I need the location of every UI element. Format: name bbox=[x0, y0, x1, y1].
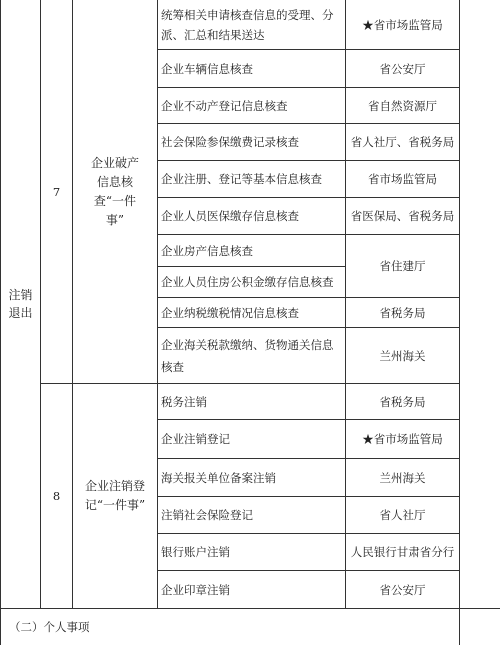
dept-cell bbox=[346, 50, 459, 87]
matter-text: 社会保险参保缴费记录核查 bbox=[161, 135, 299, 149]
dept-cell bbox=[346, 534, 459, 570]
section-heading bbox=[1, 609, 459, 645]
dept-cell bbox=[346, 384, 459, 419]
group-8-number: 8 bbox=[52, 489, 61, 503]
matter-text: 企业海关税款缴纳、货物通关信息核查 bbox=[161, 337, 334, 374]
matter-cell bbox=[158, 0, 345, 49]
dept-cell bbox=[346, 420, 459, 458]
matter-text: 税务注销 bbox=[161, 394, 207, 409]
group-number bbox=[41, 0, 72, 383]
dept-cell bbox=[346, 497, 459, 533]
matter-text: 企业注销登记 bbox=[161, 432, 230, 446]
dept-text: 省税务局 bbox=[379, 394, 426, 409]
matter-text: 企业不动产登记信息核查 bbox=[161, 98, 288, 113]
matter-text: 企业房产信息核查 bbox=[161, 243, 253, 258]
matter-cell bbox=[158, 124, 345, 160]
matter-text: 海关报关单位备案注销 bbox=[161, 470, 276, 485]
dept-text: 兰州海关 bbox=[379, 348, 426, 363]
table-right-border bbox=[459, 0, 460, 645]
dept-cell bbox=[346, 0, 459, 49]
category-label: 注销退出 bbox=[8, 288, 33, 320]
dept-text: ★省市场监管局 bbox=[362, 432, 443, 446]
matter-text: 企业车辆信息核查 bbox=[161, 61, 253, 76]
dept-cell bbox=[346, 298, 459, 327]
dept-text: 省人社厅、省税务局 bbox=[350, 135, 455, 149]
group-7-number: 7 bbox=[52, 184, 61, 199]
group-number bbox=[41, 384, 72, 608]
matter-cell bbox=[158, 571, 345, 608]
matter-cell bbox=[158, 497, 345, 533]
dept-cell bbox=[346, 571, 459, 608]
matter-cell bbox=[158, 198, 345, 234]
matter-cell bbox=[158, 88, 345, 123]
dept-cell bbox=[346, 459, 459, 496]
matter-cell bbox=[158, 328, 345, 383]
matter-cell bbox=[158, 161, 345, 197]
dept-text: 省医保局、省税务局 bbox=[350, 209, 455, 223]
matter-cell bbox=[158, 459, 345, 496]
dept-cell-merged bbox=[346, 235, 459, 297]
matter-text: 银行账户注销 bbox=[161, 545, 230, 559]
matter-text: 注销社会保险登记 bbox=[161, 508, 253, 522]
matter-cell bbox=[158, 384, 345, 419]
dept-text: 省住建厅 bbox=[379, 259, 426, 273]
dept-text: 省公安厅 bbox=[379, 582, 426, 597]
dept-cell bbox=[346, 198, 459, 234]
matter-text: 企业人员医保缴存信息核查 bbox=[161, 209, 299, 223]
dept-text: 省税务局 bbox=[379, 305, 426, 320]
matter-text: 企业印章注销 bbox=[161, 582, 230, 597]
dept-cell bbox=[346, 124, 459, 160]
dept-text: 省自然资源厅 bbox=[368, 98, 437, 113]
group-7-name: 企业破产信息核查“一件事” bbox=[90, 155, 139, 227]
matter-text: 统筹相关申请核查信息的受理、分派、汇总和结果送达 bbox=[161, 7, 334, 42]
matter-cell bbox=[158, 298, 345, 327]
matter-cell bbox=[158, 50, 345, 87]
dept-text: 人民银行甘肃省分行 bbox=[350, 545, 455, 559]
matter-text: 企业纳税缴税情况信息核查 bbox=[161, 305, 299, 320]
matter-text: 企业人员住房公积金缴存信息核查 bbox=[161, 275, 334, 289]
dept-cell bbox=[346, 88, 459, 123]
dept-text: 省市场监管局 bbox=[368, 172, 437, 186]
matter-cell bbox=[158, 267, 345, 297]
group-name-cell bbox=[73, 384, 157, 608]
matter-cell bbox=[158, 420, 345, 458]
dept-text: ★省市场监管局 bbox=[362, 17, 443, 32]
category-cell bbox=[1, 0, 40, 608]
dept-text: 兰州海关 bbox=[379, 470, 426, 485]
group-name-cell bbox=[73, 0, 157, 383]
dept-text: 省公安厅 bbox=[379, 61, 426, 76]
dept-cell bbox=[346, 161, 459, 197]
section-heading-text: （二）个人事项 bbox=[9, 620, 90, 634]
dept-text: 省人社厅 bbox=[379, 508, 426, 522]
group-8-name: 企业注销登记“一件事” bbox=[84, 479, 146, 512]
matter-text: 企业注册、登记等基本信息核查 bbox=[161, 172, 322, 186]
matter-cell bbox=[158, 534, 345, 570]
matter-cell bbox=[158, 235, 345, 266]
dept-cell bbox=[346, 328, 459, 383]
